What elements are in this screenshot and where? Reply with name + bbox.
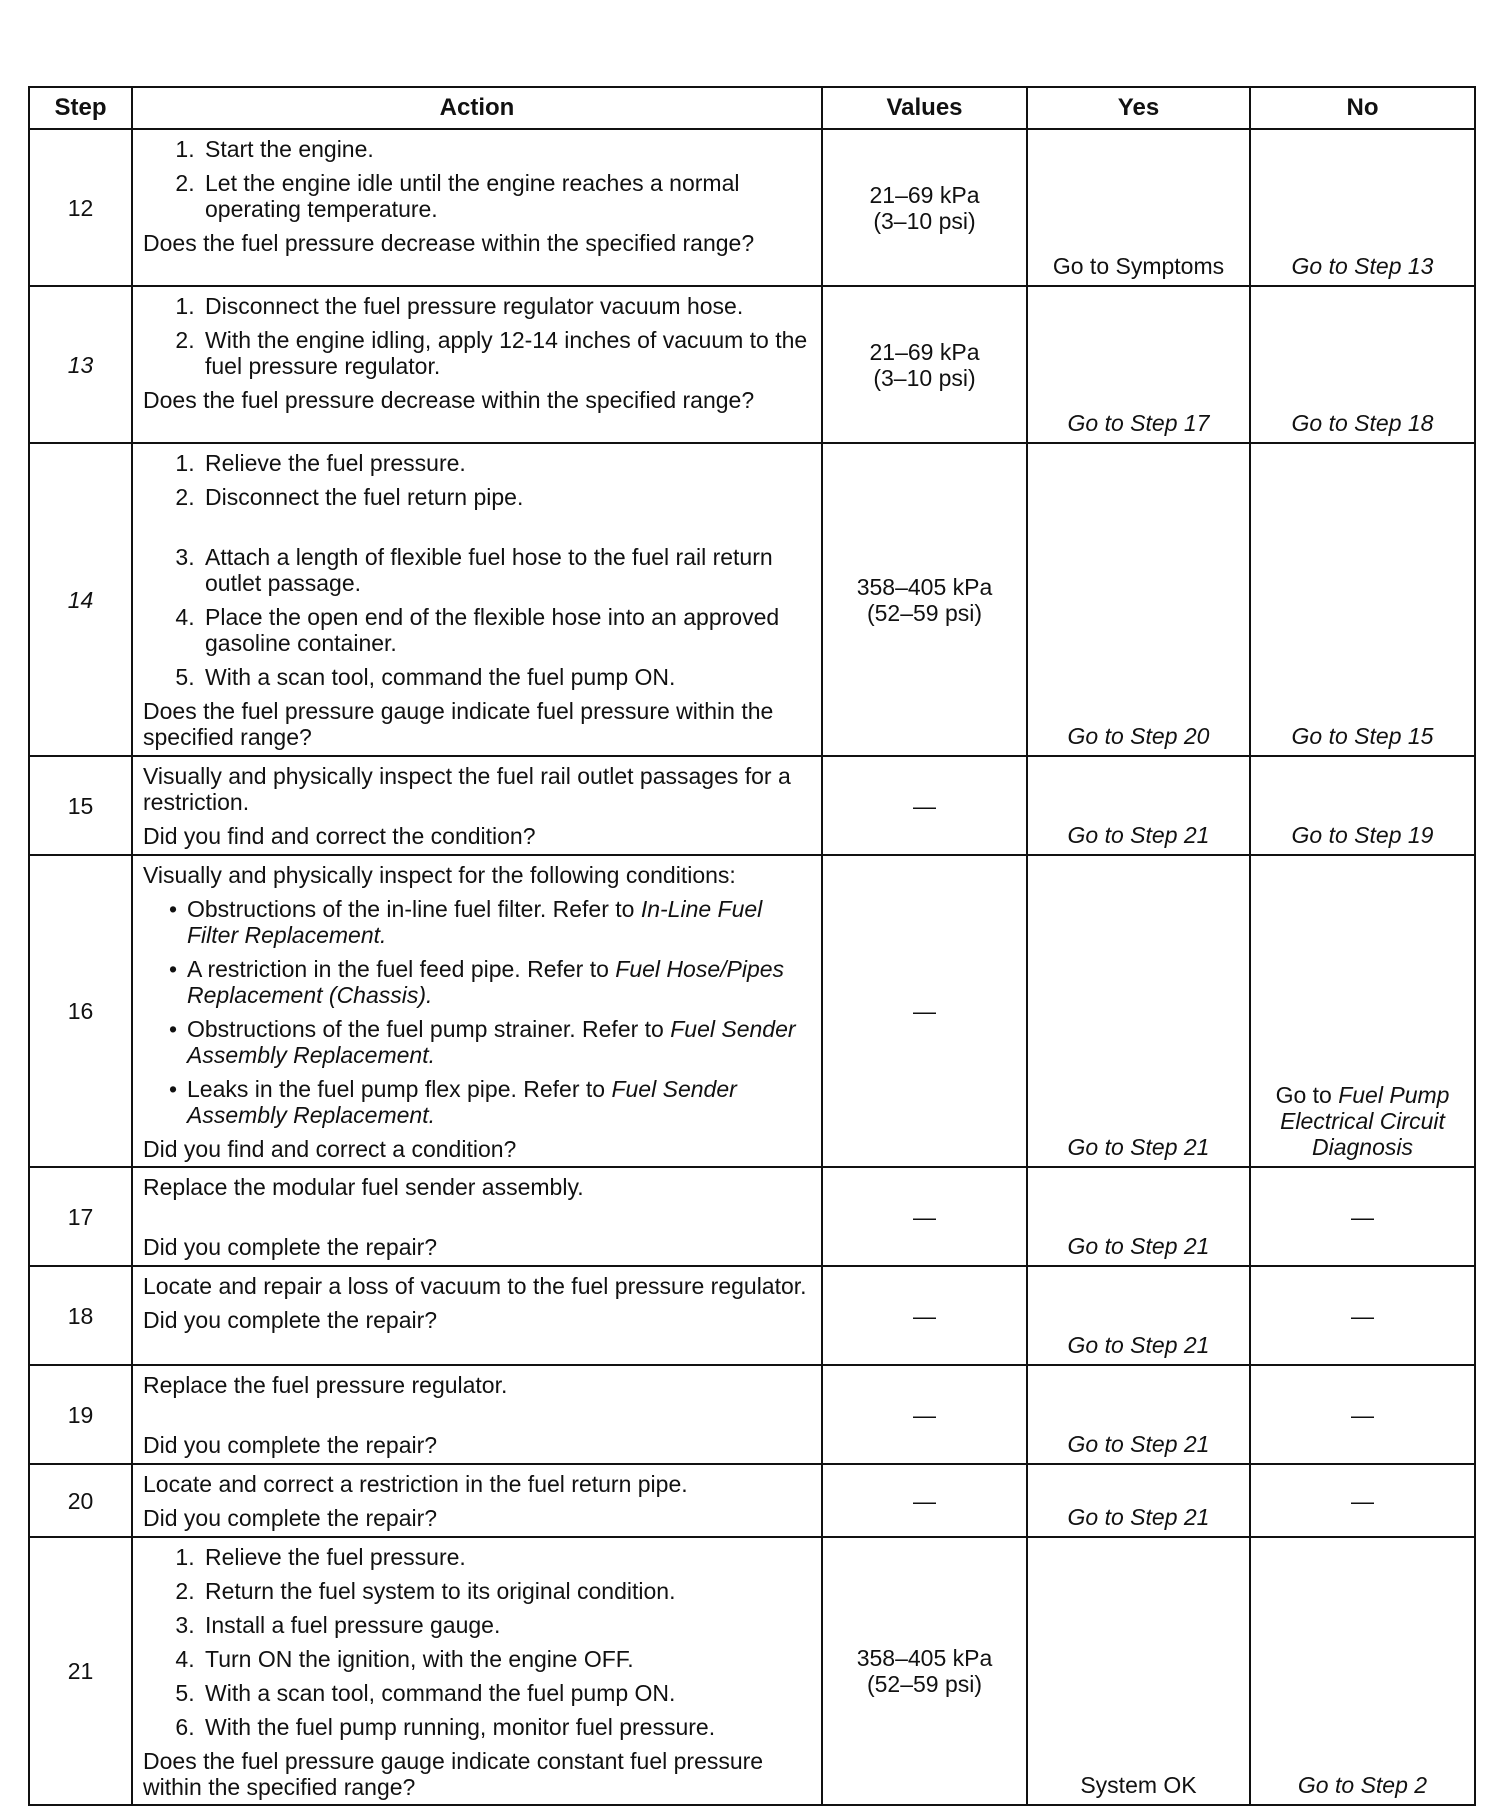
action-item: 6. With the fuel pump running, monitor fuel pressure.: [201, 1714, 813, 1740]
step-number: 16: [29, 855, 132, 1167]
reference-link: Fuel Hose/Pipes Replacement (Chassis): [187, 956, 785, 1008]
value-imperial: (3–10 psi): [873, 364, 976, 391]
action-cell: [132, 1537, 822, 1805]
step-number: 12: [29, 129, 132, 286]
step-number: 21: [29, 1537, 132, 1805]
diagnostic-table: [28, 86, 1476, 1806]
table-row-step-13: [29, 286, 1475, 443]
action-item: 2. With the engine idling, apply 12-14 inches of vacuum to the fuel pressure regulator.: [201, 327, 813, 379]
action-item: 2. Disconnect the fuel return pipe.: [201, 484, 813, 510]
action-question: Does the fuel pressure gauge indicate fuel pressure within the specified range?: [143, 698, 774, 750]
bullet-item: • Obstructions of the in-line fuel filter. Refer to In-Line Fuel Filter Replacement.: [187, 896, 813, 948]
action-item: 2. Return the fuel system to its original condition.: [201, 1578, 813, 1604]
reference-link: Fuel Pump Electrical Circuit Diagnosis: [1280, 1082, 1450, 1160]
yes-cell: Go to Step 21: [1027, 1365, 1250, 1464]
action-text: Replace the fuel pressure regulator.: [143, 1372, 508, 1398]
value-metric: 21–69 kPa: [869, 338, 980, 365]
values-cell: —: [822, 855, 1027, 1167]
action-text: Locate and correct a restriction in the fuel return pipe.: [143, 1471, 688, 1497]
no-cell: Go to Step 2: [1250, 1537, 1475, 1805]
values-cell: [822, 286, 1027, 443]
no-cell: —: [1250, 1266, 1475, 1365]
step-number: 17: [29, 1167, 132, 1266]
action-item: 3. Attach a length of flexible fuel hose to the fuel rail return outlet passage.: [201, 544, 813, 596]
yes-cell: Go to Step 17: [1027, 286, 1250, 443]
no-cell: —: [1250, 1365, 1475, 1464]
no-cell: Go to Fuel Pump Electrical Circuit Diagnosis: [1250, 855, 1475, 1167]
action-text: Locate and repair a loss of vacuum to the fuel pressure regulator.: [143, 1273, 807, 1299]
action-question: Did you find and correct the condition?: [143, 823, 536, 849]
action-item: 5. With a scan tool, command the fuel pump ON.: [201, 664, 813, 690]
values-cell: —: [822, 756, 1027, 855]
table-row-step-17: [29, 1167, 1475, 1266]
action-question: Did you complete the repair?: [143, 1307, 438, 1333]
action-question: Did you complete the repair?: [143, 1432, 438, 1458]
action-item: 1. Disconnect the fuel pressure regulator vacuum hose.: [201, 293, 813, 319]
action-cell: [132, 1266, 822, 1365]
values-cell: —: [822, 1365, 1027, 1464]
step-number: 15: [29, 756, 132, 855]
value-imperial: (3–10 psi): [873, 207, 976, 234]
action-item: 4. Turn ON the ignition, with the engine OFF.: [201, 1646, 813, 1672]
reference-link: Fuel Sender Assembly Replacement: [187, 1076, 737, 1128]
yes-cell: Go to Step 21: [1027, 1266, 1250, 1365]
action-item: 2. Let the engine idle until the engine reaches a normal operating temperature.: [201, 170, 813, 222]
values-cell: [822, 1537, 1027, 1805]
table-row-step-20: [29, 1464, 1475, 1537]
action-cell: [132, 1464, 822, 1537]
table-header-row: [29, 87, 1475, 129]
table-row-step-18: [29, 1266, 1475, 1365]
value-metric: 358–405 kPa: [856, 1645, 993, 1671]
action-cell: [132, 756, 822, 855]
values-cell: —: [822, 1167, 1027, 1266]
value-metric: 21–69 kPa: [869, 181, 980, 208]
table-row-step-21: [29, 1537, 1475, 1805]
action-text: Visually and physically inspect for the following conditions:: [143, 862, 736, 888]
value-imperial: (52–59 psi): [866, 599, 983, 626]
value-metric: 358–405 kPa: [856, 573, 993, 600]
action-question: Does the fuel pressure decrease within the specified range?: [143, 387, 755, 413]
table-row-step-19: [29, 1365, 1475, 1464]
values-cell: —: [822, 1464, 1027, 1537]
no-cell: Go to Step 18: [1250, 286, 1475, 443]
header-yes: Yes: [1027, 87, 1250, 129]
action-cell: [132, 443, 822, 756]
no-cell: Go to Step 13: [1250, 129, 1475, 286]
bullet-item: • Obstructions of the fuel pump strainer. Refer to Fuel Sender Assembly Replacement.: [187, 1016, 813, 1068]
action-cell: [132, 855, 822, 1167]
header-no: No: [1250, 87, 1475, 129]
step-number: 14: [29, 443, 132, 756]
action-question: Did you complete the repair?: [143, 1234, 438, 1260]
yes-cell: Go to Step 21: [1027, 1464, 1250, 1537]
action-item: 3. Install a fuel pressure gauge.: [201, 1612, 813, 1638]
no-cell: Go to Step 19: [1250, 756, 1475, 855]
action-cell: [132, 1167, 822, 1266]
values-cell: —: [822, 1266, 1027, 1365]
values-cell: [822, 129, 1027, 286]
yes-cell: Go to Step 21: [1027, 1167, 1250, 1266]
yes-cell: System OK: [1027, 1537, 1250, 1805]
action-question: Does the fuel pressure decrease within the specified range?: [143, 230, 755, 256]
action-item: 1. Relieve the fuel pressure.: [201, 450, 813, 476]
action-item: 4. Place the open end of the flexible hose into an approved gasoline container.: [201, 604, 813, 656]
bullet-item: • Leaks in the fuel pump flex pipe. Refer to Fuel Sender Assembly Replacement.: [187, 1076, 813, 1128]
yes-cell: Go to Step 21: [1027, 855, 1250, 1167]
reference-link: Fuel Sender Assembly Replacement: [187, 1016, 796, 1068]
table-row-step-16: [29, 855, 1475, 1167]
action-question: Does the fuel pressure gauge indicate constant fuel pressure within the specified range?: [143, 1748, 764, 1800]
step-number: 20: [29, 1464, 132, 1537]
action-item: 5. With a scan tool, command the fuel pump ON.: [201, 1680, 813, 1706]
reference-link: In-Line Fuel Filter Replacement: [187, 896, 763, 948]
values-cell: [822, 443, 1027, 756]
no-cell: —: [1250, 1464, 1475, 1537]
action-question: Did you find and correct a condition?: [143, 1136, 517, 1162]
table-row-step-15: [29, 756, 1475, 855]
table-row-step-12: [29, 129, 1475, 286]
step-number: 18: [29, 1266, 132, 1365]
step-number: 19: [29, 1365, 132, 1464]
yes-cell: Go to Step 21: [1027, 756, 1250, 855]
action-item: 1. Relieve the fuel pressure.: [201, 1544, 813, 1570]
action-question: Did you complete the repair?: [143, 1505, 438, 1531]
action-cell: [132, 1365, 822, 1464]
action-text: Visually and physically inspect the fuel rail outlet passages for a restriction.: [143, 763, 791, 815]
action-item: 1. Start the engine.: [201, 136, 813, 162]
no-cell: Go to Step 15: [1250, 443, 1475, 756]
yes-cell: Go to Symptoms: [1027, 129, 1250, 286]
header-action: Action: [132, 87, 822, 129]
header-values: Values: [822, 87, 1027, 129]
action-cell: [132, 129, 822, 286]
bullet-item: • A restriction in the fuel feed pipe. Refer to Fuel Hose/Pipes Replacement (Chassis).: [187, 956, 813, 1008]
step-number: 13: [29, 286, 132, 443]
action-text: Replace the modular fuel sender assembly.: [143, 1174, 584, 1200]
header-step: Step: [29, 87, 132, 129]
yes-cell: Go to Step 20: [1027, 443, 1250, 756]
table-row-step-14: [29, 443, 1475, 756]
action-cell: [132, 286, 822, 443]
value-imperial: (52–59 psi): [866, 1671, 983, 1697]
no-cell: —: [1250, 1167, 1475, 1266]
